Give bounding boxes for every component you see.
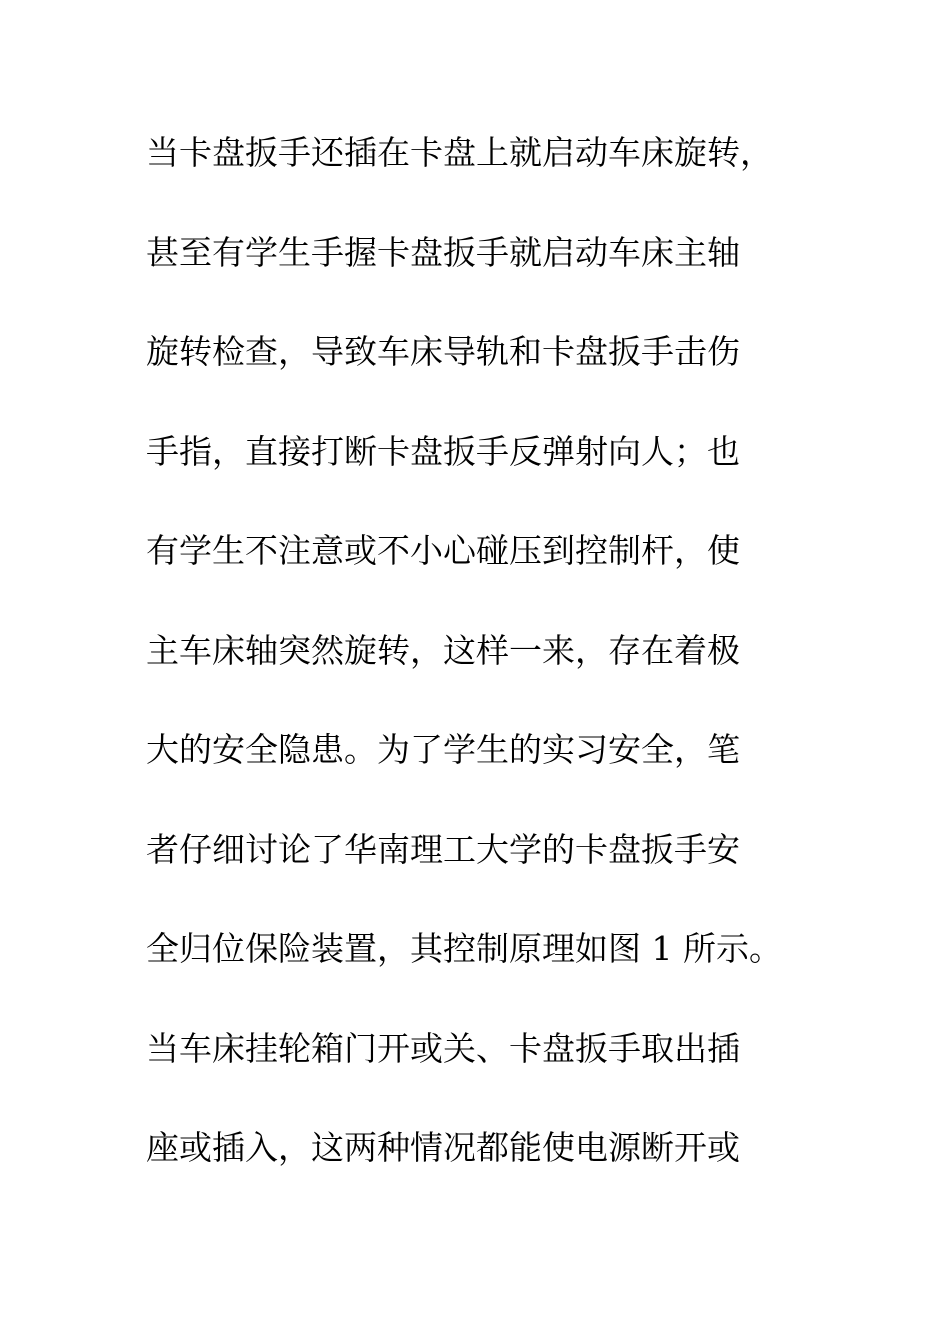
text-line: 手指，直接打断卡盘扳手反弹射向人；也	[146, 431, 740, 471]
text-line: 甚至有学生手握卡盘扳手就启动车床主轴	[146, 232, 740, 272]
text-line: 座或插入，这两种情况都能使电源断开或	[146, 1128, 740, 1167]
text-line: 旋转检查，导致车床导轨和卡盘扳手击伤	[146, 332, 740, 371]
text-line: 当车床挂轮箱门开或关、卡盘扳手取出插	[146, 1028, 740, 1068]
text-line: 有学生不注意或不小心碰压到控制杆，使	[146, 531, 740, 570]
text-line: 当卡盘扳手还插在卡盘上就启动车床旋转，	[146, 133, 773, 172]
text-line: 大的安全隐患。为了学生的实习安全，笔	[146, 730, 740, 769]
text-line: 主车床轴突然旋转，这样一来，存在着极	[146, 630, 740, 670]
body-text	[146, 128, 826, 1223]
text-line: 全归位保险装置，其控制原理如图 1 所示。	[146, 929, 782, 968]
text-line: 者仔细讨论了华南理工大学的卡盘扳手安	[146, 829, 740, 869]
